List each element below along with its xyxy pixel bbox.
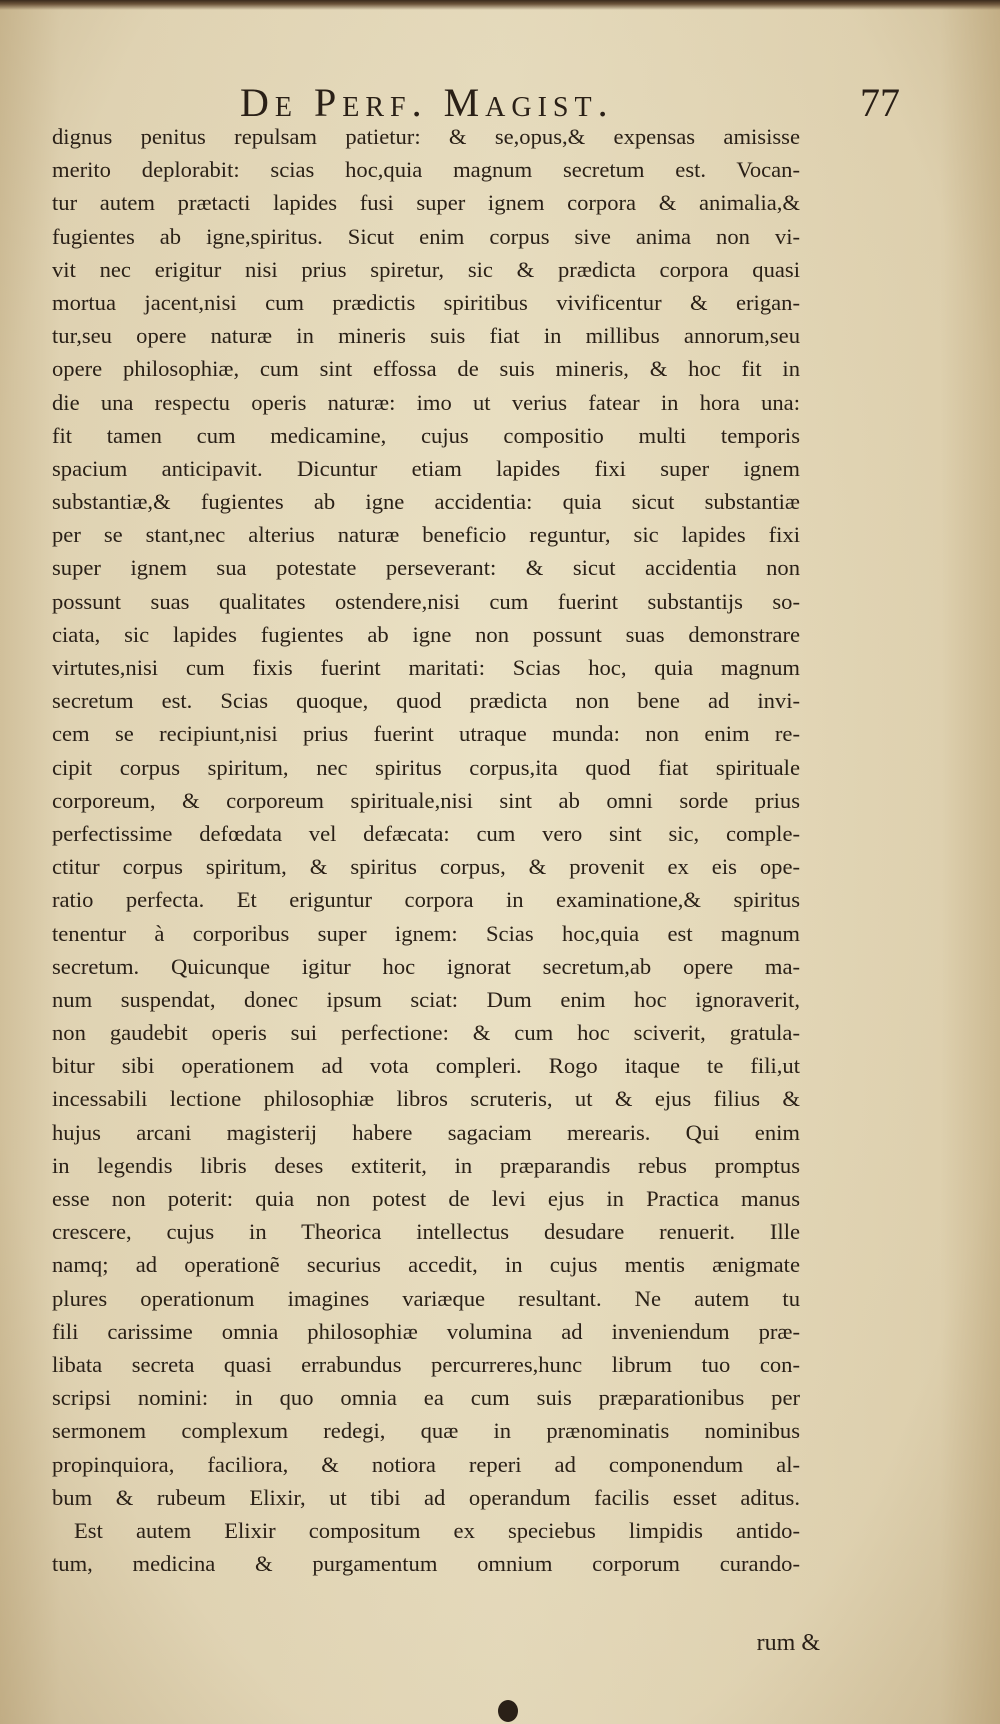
text-line: hujus arcani magisterij habere sagaciam merearis. Qui enim — [52, 1119, 800, 1145]
running-title: De Perf. Magist. — [240, 80, 614, 125]
text-line: vit nec erigitur nisi prius spiretur, sic & prædicta corpora quasi — [52, 256, 800, 282]
text-line: cipit corpus spiritum, nec spiritus corpus,ita quod fiat spirituale — [52, 754, 800, 780]
text-line: possunt suas qualitates ostendere,nisi cum fuerint substantijs so- — [52, 588, 800, 614]
text-line: opere philosophiæ, cum sint effossa de suis mineris, & hoc fit in — [52, 356, 800, 382]
text-line: per se stant,nec alterius naturæ beneficio reguntur, sic lapides fixi — [52, 522, 800, 548]
page-top-edge — [0, 0, 1000, 10]
text-line: bum & rubeum Elixir, ut tibi ad operandum facilis esset aditus. — [52, 1484, 800, 1510]
text-line: tum, medicina & purgamentum omnium corporum curando- — [52, 1551, 800, 1577]
text-line: merito deplorabit: scias hoc,quia magnum secretum est. Vocan- — [52, 157, 800, 183]
text-line: fili carissime omnia philosophiæ volumina ad inveniendum præ- — [52, 1318, 800, 1344]
text-line: super ignem sua potestate perseverant: & sicut accidentia non — [52, 555, 800, 581]
body-text — [52, 120, 800, 1580]
text-line: bitur sibi operationem ad vota compleri. Rogo itaque te fili,ut — [52, 1053, 800, 1079]
page-number: 77 — [860, 80, 900, 125]
catchword: rum & — [756, 1630, 820, 1656]
text-line: esse non poterit: quia non potest de levi ejus in Practica manus — [52, 1186, 800, 1211]
text-line: namq; ad operationẽ securius accedit, in cujus mentis ænigmate — [52, 1252, 800, 1278]
text-line: libata secreta quasi errabundus percurreres,hunc librum tuo con- — [52, 1351, 800, 1377]
text-line: scripsi nomini: in quo omnia ea cum suis præparationibus per — [52, 1385, 800, 1411]
text-line: non gaudebit operis sui perfectione: & cum hoc sciverit, gratula- — [52, 1020, 800, 1046]
text-line: sermonem complexum redegi, quæ in prænominatis nominibus — [52, 1418, 800, 1444]
text-line: incessabili lectione philosophiæ libros scruteris, ut & ejus filius & — [52, 1086, 800, 1112]
ink-spot — [498, 1700, 518, 1722]
text-line: perfectissime defœdata vel defæcata: cum vero sint sic, comple- — [52, 820, 800, 846]
text-line: dignus penitus repulsam patietur: & se,opus,& expensas amisisse — [52, 124, 800, 149]
text-line: die una respectu operis naturæ: imo ut verius fatear in hora una: — [52, 389, 800, 415]
text-line: cem se recipiunt,nisi prius fuerint utraque munda: non enim re- — [52, 721, 800, 747]
text-line: tur,seu opere naturæ in mineris suis fiat in millibus annorum,seu — [52, 323, 800, 349]
text-line: ratio perfecta. Et eriguntur corpora in examinatione,& spiritus — [52, 887, 800, 913]
text-line: fit tamen cum medicamine, cujus compositio multi temporis — [52, 422, 800, 448]
text-line: spacium anticipavit. Dicuntur etiam lapides fixi super ignem — [52, 455, 800, 481]
text-line: num suspendat, donec ipsum sciat: Dum enim hoc ignoraverit, — [52, 986, 800, 1012]
text-line: in legendis libris deses extiterit, in præparandis rebus promptus — [52, 1152, 800, 1178]
text-line: ctitur corpus spiritum, & spiritus corpus, & provenit ex eis ope- — [52, 854, 800, 880]
text-line: tur autem prætacti lapides fusi super ignem corpora & animalia,& — [52, 190, 800, 216]
text-line: secretum est. Scias quoque, quod prædicta non bene ad invi- — [52, 688, 800, 714]
text-line: propinquiora, faciliora, & notiora reperi ad componendum al- — [52, 1451, 800, 1477]
text-line: Est autem Elixir compositum ex speciebus limpidis antido- — [74, 1517, 800, 1543]
text-line: tenentur à corporibus super ignem: Scias hoc,quia est magnum — [52, 920, 800, 946]
text-line: ciata, sic lapides fugientes ab igne non possunt suas demonstrare — [52, 621, 800, 647]
text-line: plures operationum imagines variæque resultant. Ne autem tu — [52, 1285, 800, 1311]
text-line: crescere, cujus in Theorica intellectus desudare renuerit. Ille — [52, 1219, 800, 1245]
text-line: mortua jacent,nisi cum prædictis spiritibus vivificentur & erigan- — [52, 289, 800, 315]
text-line: corporeum, & corporeum spirituale,nisi sint ab omni sorde prius — [52, 787, 800, 813]
text-line: fugientes ab igne,spiritus. Sicut enim corpus sive anima non vi- — [52, 223, 800, 249]
text-line: secretum. Quicunque igitur hoc ignorat secretum,ab opere ma- — [52, 953, 800, 979]
text-line: substantiæ,& fugientes ab igne accidentia: quia sicut substantiæ — [52, 489, 800, 515]
text-line: virtutes,nisi cum fixis fuerint maritati: Scias hoc, quia magnum — [52, 655, 800, 680]
